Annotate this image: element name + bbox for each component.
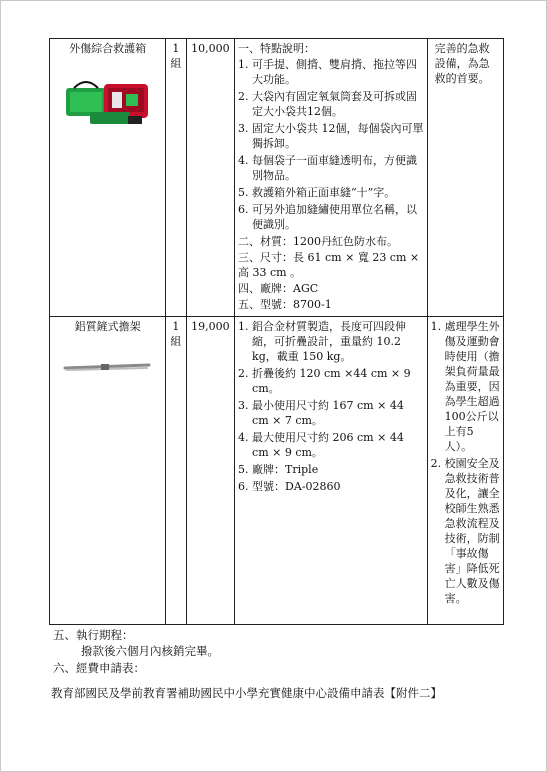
- table-row: [50, 317, 504, 625]
- form-title: 教育部國民及學前教育署補助國民中小學充實健康中心設備申請表【附件二】: [51, 686, 442, 700]
- list-item: 3. 最小使用尺寸約 167 cm × 44 cm × 7 cm。: [238, 399, 404, 427]
- spec-brand: 四、廠牌：AGC: [238, 282, 319, 295]
- reason-cell: [427, 317, 503, 625]
- list-item: 4. 最大使用尺寸約 206 cm × 44 cm × 9 cm。: [238, 431, 404, 459]
- list-item: 1. 可手提、側揹、雙肩揹、拖拉等四大功能。: [238, 58, 418, 86]
- price-cell: 19,000: [186, 317, 234, 625]
- quantity-cell: 1 組: [166, 317, 186, 625]
- equipment-table: [49, 38, 504, 625]
- spec-list: [238, 319, 424, 494]
- item-name-cell: [50, 39, 166, 317]
- list-item: 5. 廠牌：Triple: [238, 463, 319, 476]
- first-aid-bag-photo: [64, 72, 152, 128]
- list-item: 1. 處理學生外傷及運動會時使用（擔架負荷量最為重要，因為學生超過100公斤以上有5人）。: [430, 320, 500, 453]
- item-name: 鋁質鏟式擔架: [74, 320, 141, 333]
- price-cell: 10,000: [186, 39, 234, 317]
- spec-intro: 一、特點說明：: [238, 42, 316, 55]
- list-item: 6. 型號：DA-02860: [238, 480, 341, 493]
- table-row: [50, 39, 504, 317]
- list-item: 2. 大袋內有固定氧氣筒套及可拆或固定大小袋共12個。: [238, 90, 418, 118]
- list-item: 2. 校園安全及急救技術普及化，讓全校師生熟悉急救流程及技術，防制「事故傷害」降低死亡人數及傷害。: [430, 457, 500, 605]
- list-item: 2. 折疊後約 120 cm ×44 cm × 9 cm。: [238, 367, 411, 395]
- spec-model: 五、型號：8700-1: [238, 298, 332, 311]
- reason-cell: [427, 39, 503, 317]
- spec-cell: [235, 317, 428, 625]
- reason-text: 完善的急救設備，為急救的首要。: [434, 42, 490, 85]
- list-item: 5. 救護箱外箱正面車縫“十”字。: [238, 186, 396, 199]
- list-item: 1. 鋁合金材質製造，長度可四段伸縮，可折疊設計，重量約 10.2 kg，載重 150 kg。: [238, 320, 407, 363]
- spec-cell: [235, 39, 428, 317]
- section5-title: 五、執行期程：: [53, 628, 134, 642]
- list-item: 4. 每個袋子一面車縫透明布，方便識別物品。: [238, 154, 418, 182]
- stretcher-photo: [63, 360, 153, 374]
- reason-list: [431, 319, 500, 606]
- list-item: 3. 固定大小袋共 12個，每個袋內可單獨拆卸。: [238, 122, 424, 150]
- item-name-cell: [50, 317, 166, 625]
- section5-body: 撥款後六個月內核銷完畢。: [81, 644, 219, 658]
- spec-size: 三、尺寸：長 61 cm × 寬 23 cm × 高 33 cm 。: [238, 251, 420, 279]
- section6-title: 六、經費申請表：: [53, 661, 145, 675]
- quantity-cell: 1 組: [166, 39, 186, 317]
- spec-material: 二、材質：1200丹紅色防水布。: [238, 235, 399, 248]
- list-item: 6. 可另外追加縫繡使用單位名稱，以便識別。: [238, 203, 418, 231]
- item-name: 外傷綜合救護箱: [69, 42, 147, 55]
- spec-list: [238, 57, 424, 232]
